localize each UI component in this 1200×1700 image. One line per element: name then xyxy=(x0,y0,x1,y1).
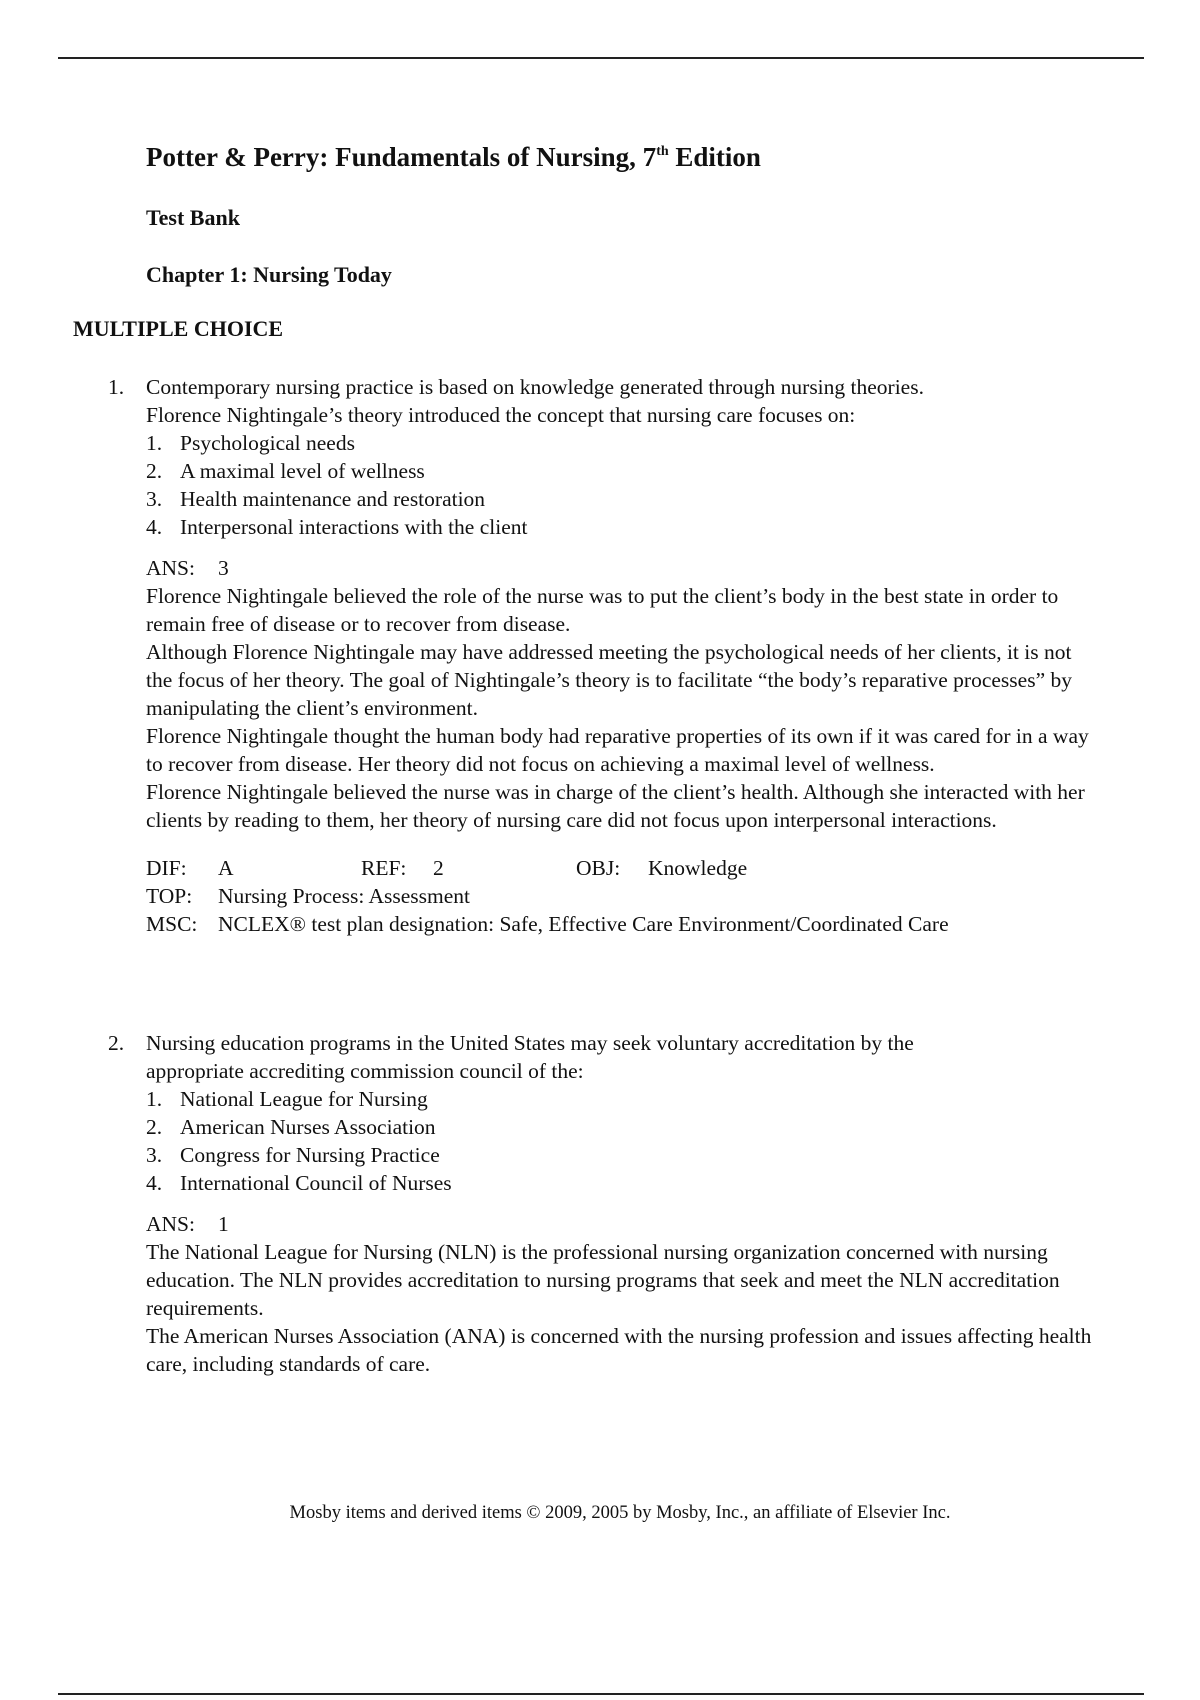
option-text: International Council of Nurses xyxy=(180,1171,452,1195)
answer-value: 1 xyxy=(218,1212,229,1236)
answer-option xyxy=(146,485,1098,513)
title-main: Potter & Perry: Fundamentals of Nursing, 7 xyxy=(146,142,657,172)
metadata-row xyxy=(146,882,1098,910)
metadata-row xyxy=(146,910,1098,938)
answer-option xyxy=(146,429,1098,457)
option-number: 3. xyxy=(146,487,163,511)
answer-options xyxy=(108,429,1098,541)
option-text: National League for Nursing xyxy=(180,1087,428,1111)
answer-line xyxy=(146,1210,1098,1238)
stem-line: Contemporary nursing practice is based on knowledge generated through nursing theories. xyxy=(146,375,924,399)
option-number: 1. xyxy=(146,431,163,455)
answer-option xyxy=(146,1169,1098,1197)
option-text: A maximal level of wellness xyxy=(180,459,425,483)
answer-block xyxy=(108,1210,1098,1378)
top-rule xyxy=(58,57,1144,59)
option-number: 4. xyxy=(146,515,163,539)
ref-value: 2 xyxy=(433,856,444,880)
bottom-rule xyxy=(58,1693,1144,1695)
obj-value: Knowledge xyxy=(648,856,748,880)
answer-line xyxy=(146,554,1098,582)
test-bank-heading: Test Bank xyxy=(146,205,240,230)
option-text: Congress for Nursing Practice xyxy=(180,1143,440,1167)
option-text: Psychological needs xyxy=(180,431,355,455)
question-number: 1. xyxy=(108,375,125,399)
answer-option xyxy=(146,457,1098,485)
answer-value: 3 xyxy=(218,556,229,580)
question-2 xyxy=(108,1029,1098,1378)
question-metadata xyxy=(108,854,1098,938)
obj-label: OBJ: xyxy=(576,856,621,880)
answer-option xyxy=(146,1085,1098,1113)
option-number: 4. xyxy=(146,1171,163,1195)
rationale-paragraph: The American Nurses Association (ANA) is concerned with the nursing profession and issues affecting health care, including standards of care. xyxy=(146,1324,1092,1376)
answer-label: ANS: xyxy=(146,556,195,580)
msc-value: NCLEX® test plan designation: Safe, Effective Care Environment/Coordinated Care xyxy=(218,912,949,936)
option-text: Health maintenance and restoration xyxy=(180,487,486,511)
top-label: TOP: xyxy=(146,884,193,908)
question-number: 2. xyxy=(108,1031,125,1055)
question-stem xyxy=(108,373,1098,429)
answer-option xyxy=(146,513,1098,541)
option-text: Interpersonal interactions with the client xyxy=(180,515,528,539)
dif-label: DIF: xyxy=(146,856,187,880)
stem-line: Nursing education programs in the United States may seek voluntary accreditation by the xyxy=(146,1031,914,1055)
option-number: 2. xyxy=(146,459,163,483)
option-text: American Nurses Association xyxy=(180,1115,436,1139)
answer-label: ANS: xyxy=(146,1212,195,1236)
answer-options xyxy=(108,1085,1098,1197)
option-number: 2. xyxy=(146,1115,163,1139)
answer-option xyxy=(146,1141,1098,1169)
rationale-paragraph: Florence Nightingale believed the nurse was in charge of the client’s health. Although she interacted with her clients by reading to them, her theory of nursing care did not focus upon interpersonal interactions. xyxy=(146,780,1085,832)
question-1 xyxy=(108,373,1098,938)
option-number: 1. xyxy=(146,1087,163,1111)
rationale-paragraph: Florence Nightingale believed the role of the nurse was to put the client’s body in the best state in order to remain free of disease or to recover from disease. xyxy=(146,584,1059,636)
answer-block xyxy=(108,554,1098,834)
copyright-footer: Mosby items and derived items © 2009, 2005 by Mosby, Inc., an affiliate of Elsevier Inc. xyxy=(289,1503,951,1523)
stem-line: appropriate accrediting commission council of the: xyxy=(146,1059,584,1083)
msc-label: MSC: xyxy=(146,912,198,936)
stem-line: Florence Nightingale’s theory introduced the concept that nursing care focuses on: xyxy=(146,403,856,427)
top-value: Nursing Process: Assessment xyxy=(218,884,471,908)
rationale-paragraph: Although Florence Nightingale may have addressed meeting the psychological needs of her clients, it is not the focus of her theory. The goal of Nightingale’s theory is to facilitate “the body’s reparative processes” by manipulating the client’s environment. xyxy=(146,640,1072,720)
chapter-heading: Chapter 1: Nursing Today xyxy=(146,262,392,287)
rationale-paragraph: The National League for Nursing (NLN) is the professional nursing organization concerned with nursing education. The NLN provides accreditation to nursing programs that seek and meet the NLN accreditation requirements. xyxy=(146,1240,1060,1320)
answer-option xyxy=(146,1113,1098,1141)
question-stem xyxy=(108,1029,1098,1085)
metadata-row xyxy=(146,854,1098,882)
dif-value: A xyxy=(218,856,234,880)
ref-label: REF: xyxy=(361,856,407,880)
option-number: 3. xyxy=(146,1143,163,1167)
title-end: Edition xyxy=(668,142,761,172)
title-superscript: th xyxy=(656,144,669,159)
section-heading: MULTIPLE CHOICE xyxy=(73,316,284,341)
rationale-paragraph: Florence Nightingale thought the human body had reparative properties of its own if it was cared for in a way to recover from disease. Her theory did not focus on achieving a maximal level of wellness. xyxy=(146,724,1089,776)
document-title xyxy=(146,142,761,173)
